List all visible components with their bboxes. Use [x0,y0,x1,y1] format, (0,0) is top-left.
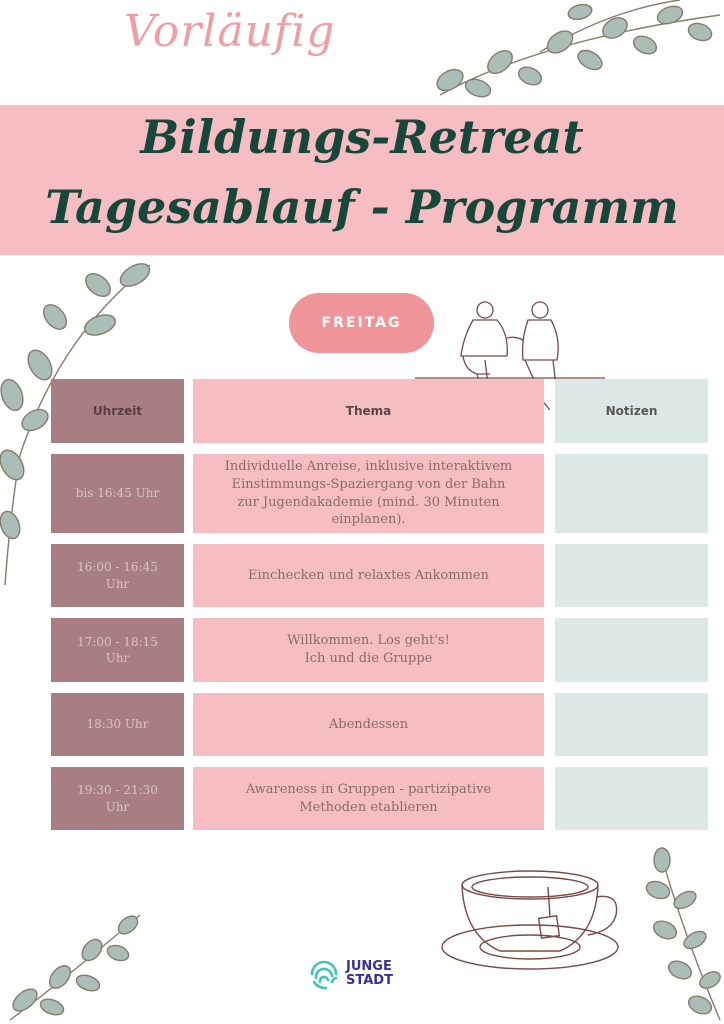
column-header-topic: Thema [193,379,544,443]
row-time: 19:30 - 21:30 Uhr [51,767,184,830]
row-topic-line: Ich und die Gruppe [304,651,433,666]
column-header-time: Uhrzeit [51,379,184,443]
eucalyptus-branch-icon [0,905,150,1024]
row-topic: Individuelle Anreise, inklusive interaktivem Einstimmungs-Spaziergang von der Bahn zur Jugendakademie (mind. 30 Minuten einplanen). [193,454,544,533]
row-notes [555,544,708,607]
row-notes [555,693,708,756]
row-time: 17:00 - 18:15 Uhr [51,618,184,682]
preliminary-label: Vorläufig [124,6,336,57]
logo [306,956,393,992]
row-time: 18:30 Uhr [51,693,184,756]
page-subtitle: Tagesablauf - Programm [45,180,679,234]
row-time: bis 16:45 Uhr [51,454,184,533]
column-header-notes: Notizen [555,379,708,443]
row-topic [193,618,544,682]
row-time: 16:00 - 16:45 Uhr [51,544,184,607]
logo-line: STADT [346,973,393,988]
fingerprint-icon [306,956,342,992]
row-notes [555,454,708,533]
page-title: Bildungs-Retreat [140,110,584,164]
eucalyptus-branch-icon [420,0,724,110]
logo-line: JUNGE [346,959,392,974]
row-topic-line: Willkommen. Los geht's! [287,633,450,649]
tea-cup-illustration-icon [440,865,625,980]
row-notes [555,767,708,830]
day-badge: FREITAG [289,293,434,353]
row-topic: Awareness in Gruppen - partizipative Methoden etablieren [193,767,544,830]
row-topic: Einchecken und relaxtes Ankommen [193,544,544,607]
row-topic: Abendessen [193,693,544,756]
row-notes [555,618,708,682]
eucalyptus-branch-icon [640,845,724,1024]
